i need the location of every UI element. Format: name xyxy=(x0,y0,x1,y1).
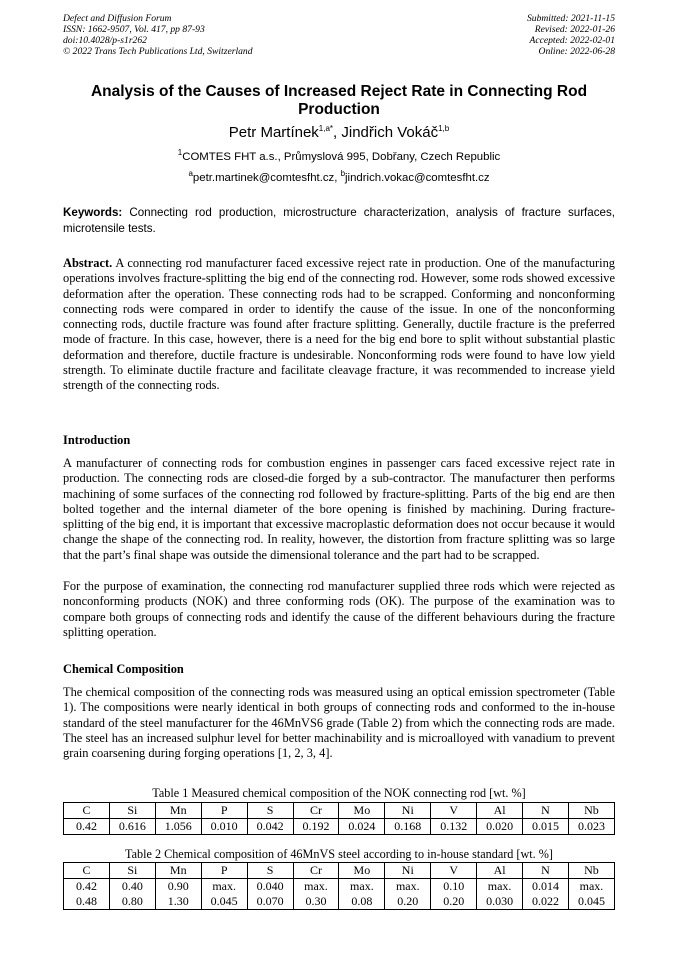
email-link[interactable]: petr.martinek@comtesfht.cz, xyxy=(192,172,341,184)
table-cell: 0.132 xyxy=(431,819,477,835)
table-header-cell: V xyxy=(431,803,477,819)
table-cell-range xyxy=(385,879,431,910)
table-header-row xyxy=(64,863,615,879)
table-cell-range xyxy=(523,879,569,910)
email-sup: a xyxy=(188,169,193,179)
range-max: 0.30 xyxy=(305,894,327,908)
author-list xyxy=(63,124,615,142)
table-cell-range xyxy=(247,879,293,910)
table-header-cell: Mo xyxy=(339,863,385,879)
range-min: 0.42 xyxy=(75,879,97,893)
table-header-cell: P xyxy=(201,803,247,819)
table-cell: 0.023 xyxy=(568,819,614,835)
table-cell: 0.010 xyxy=(201,819,247,835)
table-header-cell: N xyxy=(523,863,569,879)
keywords-text: Connecting rod production, microstructure characterization, analysis of fracture surfaces, microtensile tests. xyxy=(63,206,619,235)
table-header-cell: Al xyxy=(477,803,523,819)
journal-copyright: © 2022 Trans Tech Publications Ltd, Switzerland xyxy=(63,46,253,57)
table-row xyxy=(64,819,615,835)
section-heading-introduction: Introduction xyxy=(63,433,131,447)
table-header-cell: Cr xyxy=(293,863,339,879)
paper-title: Analysis of the Causes of Increased Reject Rate in Connecting Rod Production xyxy=(90,83,588,118)
table-cell: 1.056 xyxy=(155,819,201,835)
range-min: 0.90 xyxy=(167,879,189,893)
keywords xyxy=(63,205,619,237)
table-header-cell: Si xyxy=(109,863,155,879)
range-max: 0.070 xyxy=(256,894,284,908)
journal-doi: doi:10.4028/p-s1r262 xyxy=(63,35,147,46)
range-min: 0.040 xyxy=(256,879,284,893)
table-cell-range xyxy=(568,879,614,910)
range-max: 0.20 xyxy=(443,894,465,908)
table-cell-range xyxy=(431,879,477,910)
submitted-date: Submitted: 2021-11-15 xyxy=(526,13,615,24)
range-max: 0.20 xyxy=(397,894,419,908)
table-header-cell: Nb xyxy=(568,863,614,879)
table-header-cell: Cr xyxy=(293,803,339,819)
keywords-label: Keywords: xyxy=(63,206,123,219)
table-header-cell: S xyxy=(247,803,293,819)
journal-name: Defect and Diffusion Forum xyxy=(63,13,172,24)
chemical-paragraph: The chemical composition of the connecting rods was measured using an optical emission spectrometer (Table 1). The compositions were nearly identical in both groups of connecting rods and conformed to the in-house standard of the steel manufacturer for the 46MnVS6 grade (Table 2) from which the connecting rods are made. The steel has an increased sulphur level for better machinability and is microalloyed with vanadium to prevent grain coarsening during forging operations [1, 2, 3, 4]. xyxy=(63,685,615,761)
table-header-cell: Mo xyxy=(339,803,385,819)
table2-caption: Table 2 Chemical composition of 46MnVS steel according to in-house standard [wt. %] xyxy=(125,847,553,861)
table-cell: 0.168 xyxy=(385,819,431,835)
table-cell-range xyxy=(201,879,247,910)
range-min: 0.10 xyxy=(443,879,465,893)
online-date: Online: 2022-06-28 xyxy=(538,46,615,57)
affiliation xyxy=(63,150,615,164)
range-max: 0.022 xyxy=(532,894,560,908)
email-link[interactable]: jindrich.vokac@comtesfht.cz xyxy=(345,172,490,184)
range-max: 0.045 xyxy=(210,894,238,908)
author-sup: 1,a* xyxy=(318,124,334,133)
introduction-paragraph: A manufacturer of connecting rods for combustion engines in passenger cars faced excessive reject rate in production. The connecting rods are closed-die forged by a sub-contractor. The manufacturer then performs machining of some surfaces of the connecting rod followed by fracture-splitting. Parts of the big end are then bolted together and the internal diameter of the bore opening is finished by machining. During fracture-splitting of the big end, it is important that excessive macroplastic deformation does not occur because it would change the shape of the connecting rod. In reality, however, the distortion from fracture splitting was so large that the part’s final shape was outside the dimensional tolerance and the part had to be scrapped. xyxy=(63,456,615,562)
range-max: 0.030 xyxy=(486,894,514,908)
range-max: 0.08 xyxy=(351,894,373,908)
table-cell: 0.024 xyxy=(339,819,385,835)
range-min: 0.40 xyxy=(121,879,143,893)
range-max: 0.045 xyxy=(577,894,605,908)
abstract-label: Abstract. xyxy=(63,256,113,270)
abstract-text: A connecting rod manufacturer faced excessive reject rate in production. One of the manufacturing operations involves fracture-splitting the big end of the connecting rod. However, some rods showed excessive deformation after the operation. These connecting rods had to be scrapped. Conforming and nonconforming connecting rods were compared in order to identify the cause of the issue. In one of the nonconforming connecting rods, ductile fracture was found after fracture splitting. Generally, ductile fracture is the preferred mode of fracture. In this case, however, there is a need for the big end bore to split without substantial plastic deformation and therefore, ductile fracture is undesirable. Nonconforming rods were found to have low yield strength. To eliminate ductile fracture and facilitate cleavage fracture, it was recommended to increase yield strength of the connecting rods. xyxy=(63,256,619,393)
author-emails xyxy=(63,171,615,185)
table-cell: 0.616 xyxy=(109,819,155,835)
author-name: Jindřich Vokáč xyxy=(341,124,439,141)
table-header-cell: V xyxy=(431,863,477,879)
table-header-cell: P xyxy=(201,863,247,879)
table-cell-range xyxy=(477,879,523,910)
table-cell: 0.192 xyxy=(293,819,339,835)
journal-info xyxy=(63,13,253,57)
table-header-cell: Ni xyxy=(385,863,431,879)
email-sup: b xyxy=(340,169,346,179)
range-min: max. xyxy=(350,879,374,893)
table-cell: 0.42 xyxy=(64,819,110,835)
table1 xyxy=(63,802,615,835)
table-cell-range xyxy=(293,879,339,910)
range-max: 0.80 xyxy=(121,894,143,908)
range-max: 0.48 xyxy=(75,894,97,908)
author-sup: 1,b xyxy=(438,124,450,133)
table-header-cell: N xyxy=(523,803,569,819)
range-min: max. xyxy=(304,879,328,893)
table-cell-range xyxy=(109,879,155,910)
affiliation-text: COMTES FHT a.s., Průmyslová 995, Dobřany, Czech Republic xyxy=(182,151,501,163)
table-header-cell: S xyxy=(247,863,293,879)
table-header-cell: Ni xyxy=(385,803,431,819)
table-cell: 0.042 xyxy=(247,819,293,835)
range-max: 1.30 xyxy=(167,894,189,908)
range-min: max. xyxy=(212,879,236,893)
accepted-date: Accepted: 2022-02-01 xyxy=(529,35,615,46)
table2 xyxy=(63,862,615,910)
range-min: max. xyxy=(395,879,420,893)
table-header-cell: Al xyxy=(477,863,523,879)
author-name: Petr Martínek xyxy=(228,124,319,141)
table-cell: 0.020 xyxy=(477,819,523,835)
table-header-cell: Mn xyxy=(155,803,201,819)
range-min: 0.014 xyxy=(532,879,560,893)
table-cell-range xyxy=(64,879,110,910)
table-row xyxy=(64,879,615,910)
table-header-cell: Nb xyxy=(568,803,614,819)
affiliation-sup: 1 xyxy=(177,148,183,158)
table-cell-range xyxy=(155,879,201,910)
section-heading-chemical-composition: Chemical Composition xyxy=(63,662,184,676)
table-cell: 0.015 xyxy=(523,819,569,835)
table-cell-range xyxy=(339,879,385,910)
author-separator: , xyxy=(333,124,342,141)
revised-date: Revised: 2022-01-26 xyxy=(534,24,615,35)
range-min: max. xyxy=(579,879,604,893)
submission-dates xyxy=(527,13,615,57)
table-header-cell: Mn xyxy=(155,863,201,879)
table-header-cell: C xyxy=(64,803,110,819)
abstract xyxy=(63,256,619,394)
table-header-cell: C xyxy=(64,863,110,879)
table-header-row xyxy=(64,803,615,819)
introduction-paragraph: For the purpose of examination, the connecting rod manufacturer supplied three rods which were rejected as nonconforming products (NOK) and three conforming rods (OK). The purpose of the examination was to compare both groups of connecting rods and identify the cause of the different behaviours during the fracture splitting operation. xyxy=(63,579,615,639)
journal-issn: ISSN: 1662-9507, Vol. 417, pp 87-93 xyxy=(63,24,205,35)
table1-caption: Table 1 Measured chemical composition of the NOK connecting rod [wt. %] xyxy=(152,786,526,800)
range-min: max. xyxy=(487,879,512,893)
table-header-cell: Si xyxy=(109,803,155,819)
